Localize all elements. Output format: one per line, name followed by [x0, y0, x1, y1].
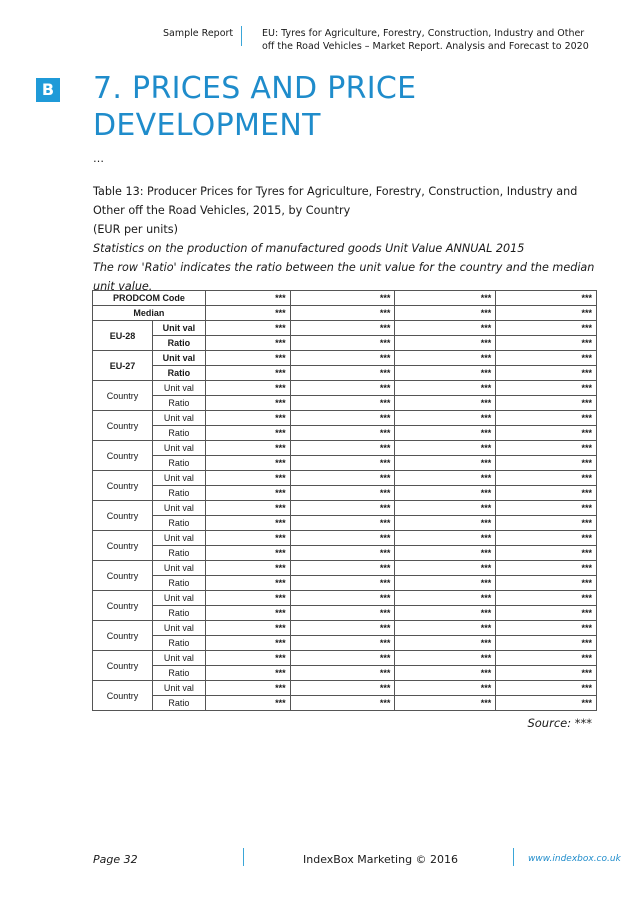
table-row: [93, 411, 597, 426]
unit-val-label: Unit val: [152, 321, 205, 336]
value-cell: ***: [205, 426, 290, 441]
value-cell: ***: [395, 606, 496, 621]
section-title-line2: DEVELOPMENT: [93, 108, 321, 143]
table-row: [93, 501, 597, 516]
table-row: [93, 666, 597, 681]
value-cell: ***: [205, 591, 290, 606]
value-cell: ***: [496, 696, 597, 711]
value-cell: ***: [290, 336, 395, 351]
value-cell: ***: [290, 666, 395, 681]
value-cell: ***: [290, 291, 395, 306]
value-cell: ***: [496, 471, 597, 486]
value-cell: ***: [395, 351, 496, 366]
value-cell: ***: [395, 591, 496, 606]
value-cell: ***: [290, 351, 395, 366]
value-cell: ***: [205, 411, 290, 426]
unit-val-label: Unit val: [152, 651, 205, 666]
unit-val-label: Unit val: [152, 411, 205, 426]
value-cell: ***: [205, 501, 290, 516]
table-row: [93, 681, 597, 696]
table-row: [93, 576, 597, 591]
footer-divider-left: [243, 848, 244, 866]
value-cell: ***: [205, 561, 290, 576]
table-row: [93, 396, 597, 411]
value-cell: ***: [496, 396, 597, 411]
table-row: [93, 441, 597, 456]
group-label: Country: [93, 381, 153, 411]
ratio-label: Ratio: [152, 426, 205, 441]
page-number: Page 32: [93, 853, 138, 866]
value-cell: ***: [205, 306, 290, 321]
unit-val-label: Unit val: [152, 351, 205, 366]
ratio-label: Ratio: [152, 576, 205, 591]
table-row: [93, 606, 597, 621]
ratio-label: Ratio: [152, 336, 205, 351]
value-cell: ***: [205, 516, 290, 531]
table-row: [93, 531, 597, 546]
value-cell: ***: [496, 381, 597, 396]
value-cell: ***: [205, 531, 290, 546]
caption-line2: Other off the Road Vehicles, 2015, by Country: [93, 204, 351, 217]
value-cell: ***: [496, 501, 597, 516]
table-row: [93, 381, 597, 396]
value-cell: ***: [496, 606, 597, 621]
value-cell: ***: [395, 666, 496, 681]
value-cell: ***: [205, 636, 290, 651]
value-cell: ***: [290, 426, 395, 441]
value-cell: ***: [496, 456, 597, 471]
footer-divider-right: [513, 848, 514, 866]
section-title: [93, 70, 593, 144]
table-row: [93, 621, 597, 636]
value-cell: ***: [290, 591, 395, 606]
header-divider: [241, 26, 242, 46]
group-label: Country: [93, 441, 153, 471]
value-cell: ***: [395, 516, 496, 531]
value-cell: ***: [496, 681, 597, 696]
ratio-label: Ratio: [152, 546, 205, 561]
value-cell: ***: [205, 456, 290, 471]
value-cell: ***: [290, 531, 395, 546]
value-cell: ***: [290, 636, 395, 651]
value-cell: ***: [395, 501, 496, 516]
value-cell: ***: [496, 636, 597, 651]
value-cell: ***: [496, 546, 597, 561]
group-label: Country: [93, 621, 153, 651]
group-label: EU-28: [93, 321, 153, 351]
value-cell: ***: [496, 291, 597, 306]
value-cell: ***: [290, 681, 395, 696]
price-table: [92, 290, 597, 711]
table-row: [93, 591, 597, 606]
value-cell: ***: [395, 636, 496, 651]
value-cell: ***: [395, 531, 496, 546]
table-row: [93, 456, 597, 471]
unit-val-label: Unit val: [152, 471, 205, 486]
value-cell: ***: [395, 306, 496, 321]
median-row: [93, 306, 597, 321]
caption-line4: Statistics on the production of manufactured goods Unit Value ANNUAL 2015: [93, 242, 525, 255]
indexbox-logo: B: [36, 78, 60, 102]
value-cell: ***: [395, 381, 496, 396]
ellipsis: …: [93, 152, 104, 165]
unit-val-label: Unit val: [152, 501, 205, 516]
value-cell: ***: [290, 456, 395, 471]
ratio-label: Ratio: [152, 666, 205, 681]
table-row: [93, 651, 597, 666]
ratio-label: Ratio: [152, 606, 205, 621]
table-row: [93, 471, 597, 486]
group-label: Country: [93, 411, 153, 441]
table-row: [93, 546, 597, 561]
value-cell: ***: [290, 306, 395, 321]
value-cell: ***: [290, 471, 395, 486]
value-cell: ***: [496, 441, 597, 456]
value-cell: ***: [290, 396, 395, 411]
table-row: [93, 561, 597, 576]
table-row: [93, 696, 597, 711]
unit-val-label: Unit val: [152, 381, 205, 396]
value-cell: ***: [290, 441, 395, 456]
unit-val-label: Unit val: [152, 681, 205, 696]
value-cell: ***: [395, 546, 496, 561]
value-cell: ***: [290, 411, 395, 426]
value-cell: ***: [395, 291, 496, 306]
value-cell: ***: [395, 411, 496, 426]
value-cell: ***: [395, 456, 496, 471]
value-cell: ***: [496, 561, 597, 576]
value-cell: ***: [395, 396, 496, 411]
value-cell: ***: [290, 486, 395, 501]
value-cell: ***: [205, 471, 290, 486]
group-label: Country: [93, 471, 153, 501]
ratio-label: Ratio: [152, 396, 205, 411]
footer-website-link[interactable]: www.indexbox.co.uk: [528, 854, 621, 864]
ratio-label: Ratio: [152, 696, 205, 711]
value-cell: ***: [496, 621, 597, 636]
value-cell: ***: [496, 336, 597, 351]
group-label: Country: [93, 561, 153, 591]
value-cell: ***: [395, 441, 496, 456]
value-cell: ***: [205, 291, 290, 306]
value-cell: ***: [290, 366, 395, 381]
header-report-type: Sample Report: [163, 28, 234, 39]
value-cell: ***: [395, 681, 496, 696]
caption-line5: The row 'Ratio' indicates the ratio between the unit value for the country and the median: [93, 261, 595, 274]
table-row: [93, 636, 597, 651]
value-cell: ***: [290, 516, 395, 531]
value-cell: ***: [496, 666, 597, 681]
group-label: Country: [93, 591, 153, 621]
unit-val-label: Unit val: [152, 621, 205, 636]
prodcom-code-label: PRODCOM Code: [93, 291, 206, 306]
unit-val-label: Unit val: [152, 441, 205, 456]
header-report-title: [262, 27, 592, 53]
value-cell: ***: [395, 366, 496, 381]
value-cell: ***: [290, 381, 395, 396]
source-note: Source: ***: [527, 716, 592, 730]
value-cell: ***: [395, 426, 496, 441]
value-cell: ***: [205, 396, 290, 411]
value-cell: ***: [395, 621, 496, 636]
value-cell: ***: [205, 666, 290, 681]
value-cell: ***: [290, 321, 395, 336]
value-cell: ***: [290, 501, 395, 516]
value-cell: ***: [290, 576, 395, 591]
ratio-label: Ratio: [152, 456, 205, 471]
table-row: [93, 366, 597, 381]
value-cell: ***: [395, 651, 496, 666]
table-header-row: [93, 291, 597, 306]
value-cell: ***: [290, 621, 395, 636]
value-cell: ***: [395, 561, 496, 576]
value-cell: ***: [496, 351, 597, 366]
table-row: [93, 351, 597, 366]
value-cell: ***: [205, 486, 290, 501]
value-cell: ***: [290, 651, 395, 666]
ratio-label: Ratio: [152, 636, 205, 651]
value-cell: ***: [496, 321, 597, 336]
value-cell: ***: [205, 621, 290, 636]
value-cell: ***: [496, 366, 597, 381]
header-title-line2: off the Road Vehicles – Market Report. Analysis and Forecast to 2020: [262, 41, 589, 52]
value-cell: ***: [205, 696, 290, 711]
ratio-label: Ratio: [152, 366, 205, 381]
value-cell: ***: [496, 426, 597, 441]
table-row: [93, 516, 597, 531]
caption-line1: Table 13: Producer Prices for Tyres for Agriculture, Forestry, Construction, Industry and: [93, 185, 578, 198]
table-row: [93, 426, 597, 441]
value-cell: ***: [205, 606, 290, 621]
value-cell: ***: [496, 651, 597, 666]
table-row: [93, 336, 597, 351]
value-cell: ***: [205, 321, 290, 336]
footer-company: IndexBox Marketing © 2016: [303, 853, 459, 866]
section-title-line1: 7. PRICES AND PRICE: [93, 71, 417, 106]
value-cell: ***: [290, 696, 395, 711]
group-label: Country: [93, 501, 153, 531]
table-row: [93, 321, 597, 336]
value-cell: ***: [395, 321, 496, 336]
unit-val-label: Unit val: [152, 531, 205, 546]
caption-line6: unit value.: [93, 280, 153, 293]
header-title-line1: EU: Tyres for Agriculture, Forestry, Construction, Industry and Other: [262, 28, 585, 39]
value-cell: ***: [290, 546, 395, 561]
value-cell: ***: [290, 606, 395, 621]
group-label: EU-27: [93, 351, 153, 381]
value-cell: ***: [395, 576, 496, 591]
value-cell: ***: [496, 591, 597, 606]
value-cell: ***: [496, 516, 597, 531]
value-cell: ***: [205, 351, 290, 366]
value-cell: ***: [205, 366, 290, 381]
value-cell: ***: [290, 561, 395, 576]
value-cell: ***: [205, 441, 290, 456]
value-cell: ***: [205, 336, 290, 351]
value-cell: ***: [205, 576, 290, 591]
value-cell: ***: [205, 681, 290, 696]
unit-val-label: Unit val: [152, 591, 205, 606]
value-cell: ***: [496, 411, 597, 426]
value-cell: ***: [496, 486, 597, 501]
ratio-label: Ratio: [152, 486, 205, 501]
value-cell: ***: [205, 651, 290, 666]
ratio-label: Ratio: [152, 516, 205, 531]
value-cell: ***: [395, 486, 496, 501]
value-cell: ***: [205, 546, 290, 561]
group-label: Country: [93, 651, 153, 681]
value-cell: ***: [496, 531, 597, 546]
value-cell: ***: [496, 306, 597, 321]
group-label: Country: [93, 681, 153, 711]
table-row: [93, 486, 597, 501]
median-label: Median: [93, 306, 206, 321]
table-caption: [93, 182, 598, 296]
value-cell: ***: [496, 576, 597, 591]
group-label: Country: [93, 531, 153, 561]
value-cell: ***: [395, 696, 496, 711]
value-cell: ***: [395, 336, 496, 351]
value-cell: ***: [205, 381, 290, 396]
unit-val-label: Unit val: [152, 561, 205, 576]
value-cell: ***: [395, 471, 496, 486]
caption-line3: (EUR per units): [93, 223, 178, 236]
